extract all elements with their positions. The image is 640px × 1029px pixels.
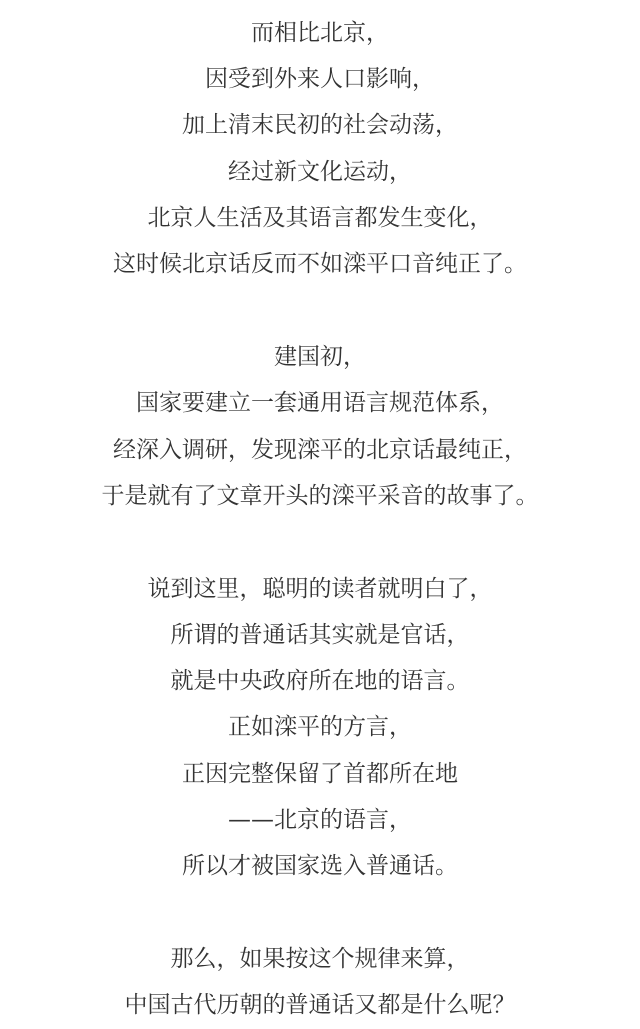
text-line: ——北京的语言， bbox=[228, 806, 412, 833]
text-line: 中国古代历朝的普通话又都是什么呢？ bbox=[124, 992, 516, 1019]
text-line: 正因完整保留了首都所在地 bbox=[182, 760, 458, 787]
paragraph-2 bbox=[0, 334, 640, 519]
text-line: 就是中央政府所在地的语言。 bbox=[170, 668, 470, 695]
text-line: 加上清末民初的社会动荡， bbox=[182, 112, 458, 139]
text-line: 北京人生活及其语言都发生变化， bbox=[147, 204, 493, 231]
text-line: 说到这里，聪明的读者就明白了， bbox=[147, 575, 493, 602]
text-line: 经过新文化运动， bbox=[228, 158, 412, 185]
text-line: 正如滦平的方言， bbox=[228, 714, 412, 741]
text-line: 因受到外来人口影响， bbox=[205, 66, 435, 93]
text-line: 这时候北京话反而不如滦平口音纯正了。 bbox=[113, 250, 527, 277]
text-line: 所谓的普通话其实就是官话， bbox=[170, 622, 470, 649]
text-line: 建国初， bbox=[274, 344, 366, 371]
text-line: 所以才被国家选入普通话。 bbox=[182, 853, 458, 879]
text-line: 经深入调研，发现滦平的北京话最纯正， bbox=[113, 436, 527, 463]
text-line: 那么，如果按这个规律来算， bbox=[170, 946, 470, 973]
text-line: 而相比北京， bbox=[251, 20, 389, 46]
paragraph-3 bbox=[0, 566, 640, 889]
paragraph-1 bbox=[0, 10, 640, 287]
paragraph-4 bbox=[0, 936, 640, 1028]
text-line: 于是就有了文章开头的滦平采音的故事了。 bbox=[101, 482, 539, 509]
text-line: 国家要建立一套通用语言规范体系， bbox=[136, 390, 504, 417]
